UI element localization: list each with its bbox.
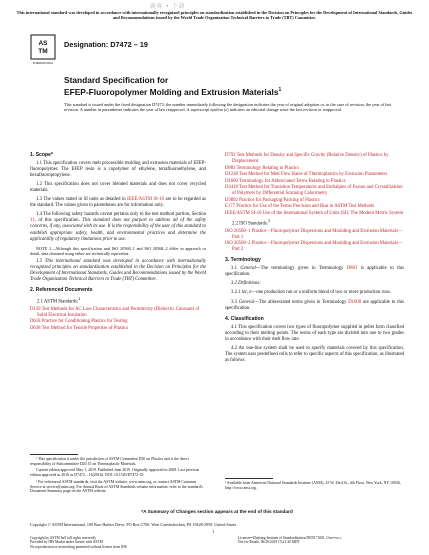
ref-title: Terminology for Abbreviated Terms Relating to Plastics — [239, 178, 346, 184]
paragraph-3-3 — [225, 300, 404, 312]
paragraph-1-3 — [30, 197, 206, 209]
ref-title: Test Method for Tensile Properties of Plastics — [41, 326, 129, 332]
ref-code: E177 — [225, 204, 236, 210]
left-column — [30, 152, 206, 333]
p3-2-1-a: 3.2.1 — [231, 290, 242, 296]
ref-title: Practice for Use of the Terms Precision and Bias in ASTM Test Methods — [236, 204, 375, 210]
ref-link-si10[interactable]: IEEE/ASTM SI-10 — [127, 197, 165, 203]
p1-4-text-b: , of this specification. — [34, 218, 83, 224]
paragraph-3-2: 3.2 Definitions: — [231, 281, 261, 287]
watermark: 鹿客 • 下载 — [150, 3, 185, 10]
ref-link-section-11[interactable]: 11 — [30, 218, 35, 224]
footnote-2: ² For referenced ASTM standards, visit the ASTM website, www.astm.org, or contact ASTM Customer Service at service@astm.org. For Annual Book of ASTM Standards volume information, refer to the standard's Document Summary page on the ASTM website. — [30, 479, 203, 494]
ref-title: Plastics—Fluoropolymer Dispersions and Moulding and Extrusion Materials—Part 2 — [232, 241, 403, 253]
note-1: NOTE 1—Although this specification and ISO 20568–1 and ISO 20568–2 differ in approach or detail, data obtained using either are technically equivalent. — [30, 245, 206, 256]
p3-3-a: 3.3 — [231, 299, 239, 305]
iso-ref-item[interactable] — [225, 229, 404, 241]
section-4-heading: 4. Classification — [225, 315, 264, 322]
section-1-heading: 1. Scope* — [30, 152, 53, 158]
designation: Designation: D7472 – 19 — [64, 40, 148, 49]
ref-link-d883[interactable]: D883 — [346, 266, 358, 272]
p1-3-text-a: 1.3 The values stated in SI units as detailed in — [36, 197, 128, 203]
footnote-1b: Current edition approved May 1, 2019. Published June 2019. Originally approved in 2008. Last previous edition approved in 2016 as D7472 – 16(2016). DOI: 10.1520/D7472-19. — [30, 468, 200, 478]
astm-logo-icon — [30, 34, 56, 68]
ref-item[interactable] — [30, 307, 206, 319]
footnote-divider — [30, 454, 78, 455]
svg-text:INTERNATIONAL: INTERNATIONAL — [32, 62, 54, 65]
issue-note: This standard is issued under the fixed designation D7472; the number immediately following the designation indicates the year of original adoption or, in the case of revision, the year of last revision. A number in parentheses indicates the year of last reapproval. A superscript epsilon (ε) indicates an editorial change since the last revision or reapproval. — [64, 102, 392, 113]
astm-standards-text: 2.1 ASTM Standards: — [37, 299, 79, 305]
iso-standards-text: 2.2 ISO Standards: — [232, 221, 269, 227]
ref-code: D3892 — [225, 197, 238, 203]
iso-standards-label — [225, 218, 404, 228]
ref-title: Test Method for Melt Flow Rates of Thermoplastics by Extrusion Plastometer — [239, 172, 388, 178]
ref-code: D150 — [30, 306, 41, 312]
iso-ref-item[interactable] — [225, 241, 404, 253]
ref-title: Practice for Packaging/Packing of Plastics — [239, 197, 320, 203]
copyright-line: Copyright © ASTM International, 100 Barr Harbor Drive, PO Box C700, West Conshohocken, PA 19428-2959. United States — [30, 522, 237, 527]
title-line-2 — [64, 85, 394, 97]
ref-title: Test Method for Transition Temperatures and Enthalpies of Fusion and Crystallization of Polymers by Differential Scanning Calorimetry — [232, 185, 403, 197]
summary-of-changes-note: *A Summary of Changes section appears at the end of this standard — [141, 509, 293, 514]
ref-code: D3418 — [225, 185, 238, 191]
ref-item[interactable] — [225, 172, 404, 178]
title-footnote-mark: 1 — [278, 87, 282, 93]
p3-3-italic: General — [238, 299, 255, 305]
ref-title: Test Methods for Density and Specific Gravity (Relative Density) of Plastics by Displacement — [232, 153, 389, 165]
p3-1-b: —The terminology given in Terminology — [255, 266, 347, 272]
ref-title: Plastics—Fluoropolymer Dispersions and Moulding and Extrusion Materials—Part 1 — [232, 228, 403, 240]
footnote-1: ¹ This specification is under the jurisdiction of ASTM Committee D20 on Plastics and is the direct responsibility of Subcommittee D20.15 on Thermoplastic Materials. — [30, 457, 189, 466]
ref-item[interactable] — [225, 204, 404, 210]
p3-3-c: are applicable to this specification. — [225, 299, 405, 311]
ref-title: Practice for Conditioning Plastics for Testing — [41, 319, 128, 325]
ref-item[interactable] — [225, 153, 404, 165]
paragraph-4-2: 4.2 An one-line system shall be used to specify materials covered by this specification. The system uses predefined cells to refer to specific aspects of this specification, as illustrated as follows: — [225, 345, 404, 363]
ref-code: ISO 20568–2 — [225, 241, 251, 247]
p3-1-c: is applicable to this specification. — [225, 266, 404, 278]
p3-3-b: —The abbreviated terms given in Terminology — [254, 299, 349, 305]
footnote-divider-right — [225, 478, 273, 479]
ref-item[interactable] — [225, 179, 404, 185]
ref-item[interactable] — [225, 166, 404, 172]
ref-item[interactable] — [225, 185, 404, 197]
astm-standards-sup: 2 — [78, 296, 81, 302]
iso-standards-sup: 3 — [268, 217, 270, 223]
footnote-3: ³ Available from American National Standards Institute (ANSI), 25 W. 43rd St., 4th Floor, New York, NY 10036, http://www.ansi.org. — [225, 481, 401, 490]
p3-1-a: 3.1 — [231, 266, 241, 272]
section-2-heading: 2. Referenced Documents — [30, 287, 93, 294]
title-main: EFEP-Fluoropolymer Molding and Extrusion Materials — [64, 86, 279, 97]
ref-title: Use of the International System of Units (SI): The Modern Metric System — [262, 210, 404, 216]
paragraph-1-5: 1.5 This international standard was developed in accordance with internationally recognized principles on standardization established in the Decision on Principles for the Development of International Standards, Guides and Recommendations issued by the World Trade Organization Technical Barriers to Trade (TBT) Committee. — [30, 259, 206, 283]
p1-4-text-a: 1.4 The following safety hazards caveat pertains only to the test method portion, Section — [36, 212, 206, 218]
ref-link-d1600[interactable]: D1600 — [348, 299, 362, 305]
svg-text:AS: AS — [38, 40, 48, 47]
paragraph-1-2: 1.2 This specification does not cover blended materials and does not cover recycled materials. — [30, 182, 206, 194]
paragraph-4-1: 4.1 This specification covers two types of fluoropolymer supplied in pellet form classified according to their melting points. The resins of each type are divided into one to two grades in accordance with their melt flow rate. — [225, 324, 404, 342]
paragraph-3-1 — [225, 266, 404, 278]
title-line-1: Standard Specification for — [64, 75, 169, 85]
astm-standards-label — [30, 296, 206, 306]
ref-code: D638 — [30, 326, 41, 332]
license-right: Licensee=Zhejiang Institute of Standardization/5959171001, User=xx, r Not for Resale, 06/20/2019 15:21:30 MDT — [238, 536, 342, 545]
ref-title: Test Methods for AC Loss Characteristics and Permittivity (Dielectric Constant) of Solid Electrical Insulation — [37, 306, 200, 318]
ref-item[interactable] — [30, 326, 206, 332]
page-number: 1 — [212, 529, 215, 534]
svg-text:TM: TM — [38, 48, 48, 55]
ref-code: D792 — [225, 153, 236, 158]
document-title — [64, 75, 394, 97]
right-column — [225, 153, 404, 367]
ref-code: D1238 — [225, 172, 238, 178]
p3-2-1-italic: lot, n — [241, 290, 252, 296]
section-3-heading: 3. Terminology — [225, 257, 261, 264]
ref-item[interactable] — [225, 211, 404, 217]
ref-item[interactable] — [225, 198, 404, 204]
p3-2-1-b: —one production run or a uniform blend of two or more production runs. — [251, 290, 391, 296]
footnotes-left — [30, 457, 206, 496]
license-left: Copyright by ASTM Int'l (all rights reserved); Provided by IHS Markit under license with ASTM No reproduction or networking permitted without license from IHS — [30, 536, 127, 549]
ref-code: D883 — [225, 165, 236, 171]
paragraph-1-1: 1.1 This specification covers melt processible molding and extrusion materials of EFEP-fluoropolymer. The EFEP resin is a copolymer of ethylene, tetrafluoroethylene, and hexafluoropropylene. — [30, 161, 206, 179]
p3-1-italic: General — [240, 266, 256, 272]
ref-code: D618 — [30, 319, 41, 325]
p1-3-text-b: are to be regarded as the standard. The values given in parentheses are for information only. — [30, 197, 207, 209]
ref-code: IEEE/ASTM SI-10 — [225, 210, 262, 216]
ref-code: D1600 — [225, 178, 238, 184]
paragraph-1-4 — [30, 212, 206, 242]
top-notice: This international standard was developed in accordance with internationally recognized principles on standardization established in the Decision on Principles for the Development of International Standards, Guides and Recommendations issued by the World Trade Organization Technical Barriers to Trade (TBT) Committee. — [16, 10, 413, 21]
p1-4-italic: This standard does not purport to address all of the safety concerns, if any, associated with its use. It is the responsibility of the user of this standard to establish appropriate safety, health, and environmental practices and determine the applicability of regulatory limitations prior to use. — [30, 218, 206, 242]
paragraph-3-2-1 — [225, 290, 404, 296]
ref-code: ISO 20568–1 — [225, 228, 251, 234]
ref-item[interactable] — [30, 319, 206, 325]
ref-title: Terminology Relating to Plastics — [236, 165, 300, 171]
